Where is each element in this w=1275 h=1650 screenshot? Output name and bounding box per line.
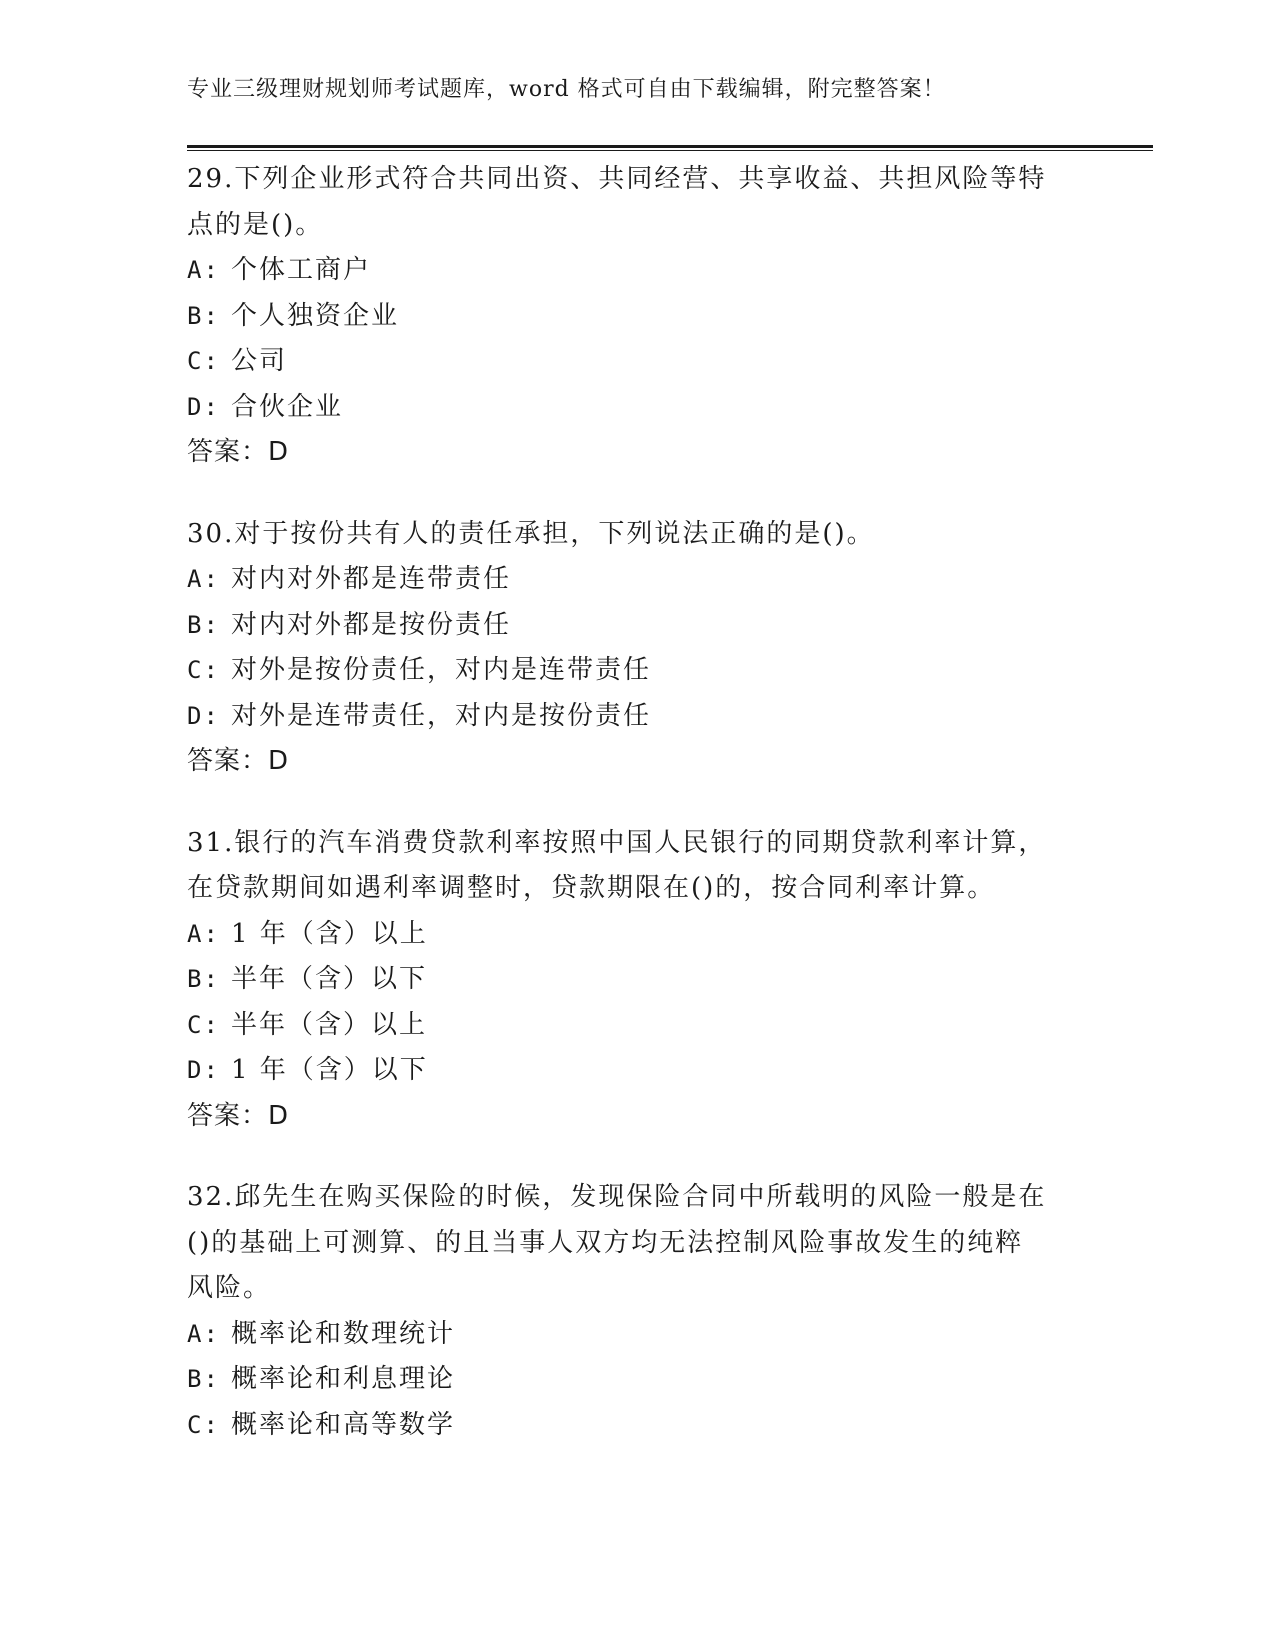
option-b [187,603,1087,649]
option-letter: A: [187,565,220,593]
option-a [187,248,1087,294]
option-letter: C: [187,656,220,684]
option-letter: D: [187,701,220,730]
option-text: 概率论和高等数学 [231,1409,456,1440]
option-b [187,294,1087,340]
option-c [187,1403,1087,1449]
question-32 [187,1175,1087,1448]
option-text: 1 年（含）以上 [231,918,428,949]
option-a [187,912,1087,958]
option-b [187,1357,1087,1403]
option-text: 概率论和利息理论 [231,1364,456,1394]
option-text: 对内对外都是连带责任 [231,564,512,594]
question-stem-line: 点的是()。 [187,209,324,240]
option-letter: B: [187,610,220,639]
page-header: 专业三级理财规划师考试题库，word 格式可自由下载编辑，附完整答案！ [187,77,946,102]
question-stem-line: 29.下列企业形式符合共同出资、共同经营、共享收益、共担风险等特 [187,164,1047,194]
option-text: 个人独资企业 [231,300,400,331]
option-text: 合伙企业 [231,391,344,422]
option-text: 1 年（含）以下 [231,1055,428,1085]
option-letter: C: [187,1410,220,1439]
option-text: 半年（含）以上 [231,1009,428,1040]
question-stem-line: 30.对于按份共有人的责任承担，下列说法正确的是()。 [187,518,875,549]
header-divider [187,145,1153,151]
option-text: 半年（含）以下 [231,964,428,994]
question-stem-line: 风险。 [187,1273,272,1303]
option-letter: A: [187,256,220,284]
option-letter: B: [187,965,220,993]
question-stem-line: 32.邱先生在购买保险的时候，发现保险合同中所载明的风险一般是在 [187,1182,1047,1212]
option-d [187,694,1087,740]
answer-line: 答案：D [187,746,290,776]
option-text: 个体工商户 [231,255,372,285]
option-c [187,648,1087,694]
option-b [187,957,1087,1003]
question-stem-line: ()的基础上可测算、的且当事人双方均无法控制风险事故发生的纯粹 [187,1227,1024,1258]
option-letter: A: [187,1319,220,1348]
question-stem-line: 在贷款期间如遇利率调整时，贷款期限在()的，按合同利率计算。 [187,873,996,903]
answer-line: 答案：D [187,437,290,467]
option-text: 概率论和数理统计 [231,1318,456,1349]
question-list [187,157,1087,1484]
option-d [187,385,1087,431]
option-d [187,1048,1087,1094]
option-letter: B: [187,1365,220,1393]
option-letter: A: [187,919,220,948]
option-text: 对内对外都是按份责任 [231,609,512,640]
option-letter: D: [187,392,220,421]
option-c [187,1003,1087,1049]
option-a [187,557,1087,603]
option-letter: C: [187,1010,220,1039]
question-30 [187,512,1087,785]
question-31 [187,821,1087,1140]
answer-line: 答案：D [187,1100,290,1131]
option-c [187,339,1087,385]
option-text: 对外是连带责任，对内是按份责任 [231,700,652,731]
option-a [187,1312,1087,1358]
option-letter: C: [187,347,220,375]
option-letter: B: [187,301,220,330]
option-text: 公司 [231,346,288,376]
question-29 [187,157,1087,476]
question-stem-line: 31.银行的汽车消费贷款利率按照中国人民银行的同期贷款利率计算， [187,827,1047,858]
option-text: 对外是按份责任，对内是连带责任 [231,655,652,685]
option-letter: D: [187,1056,220,1084]
